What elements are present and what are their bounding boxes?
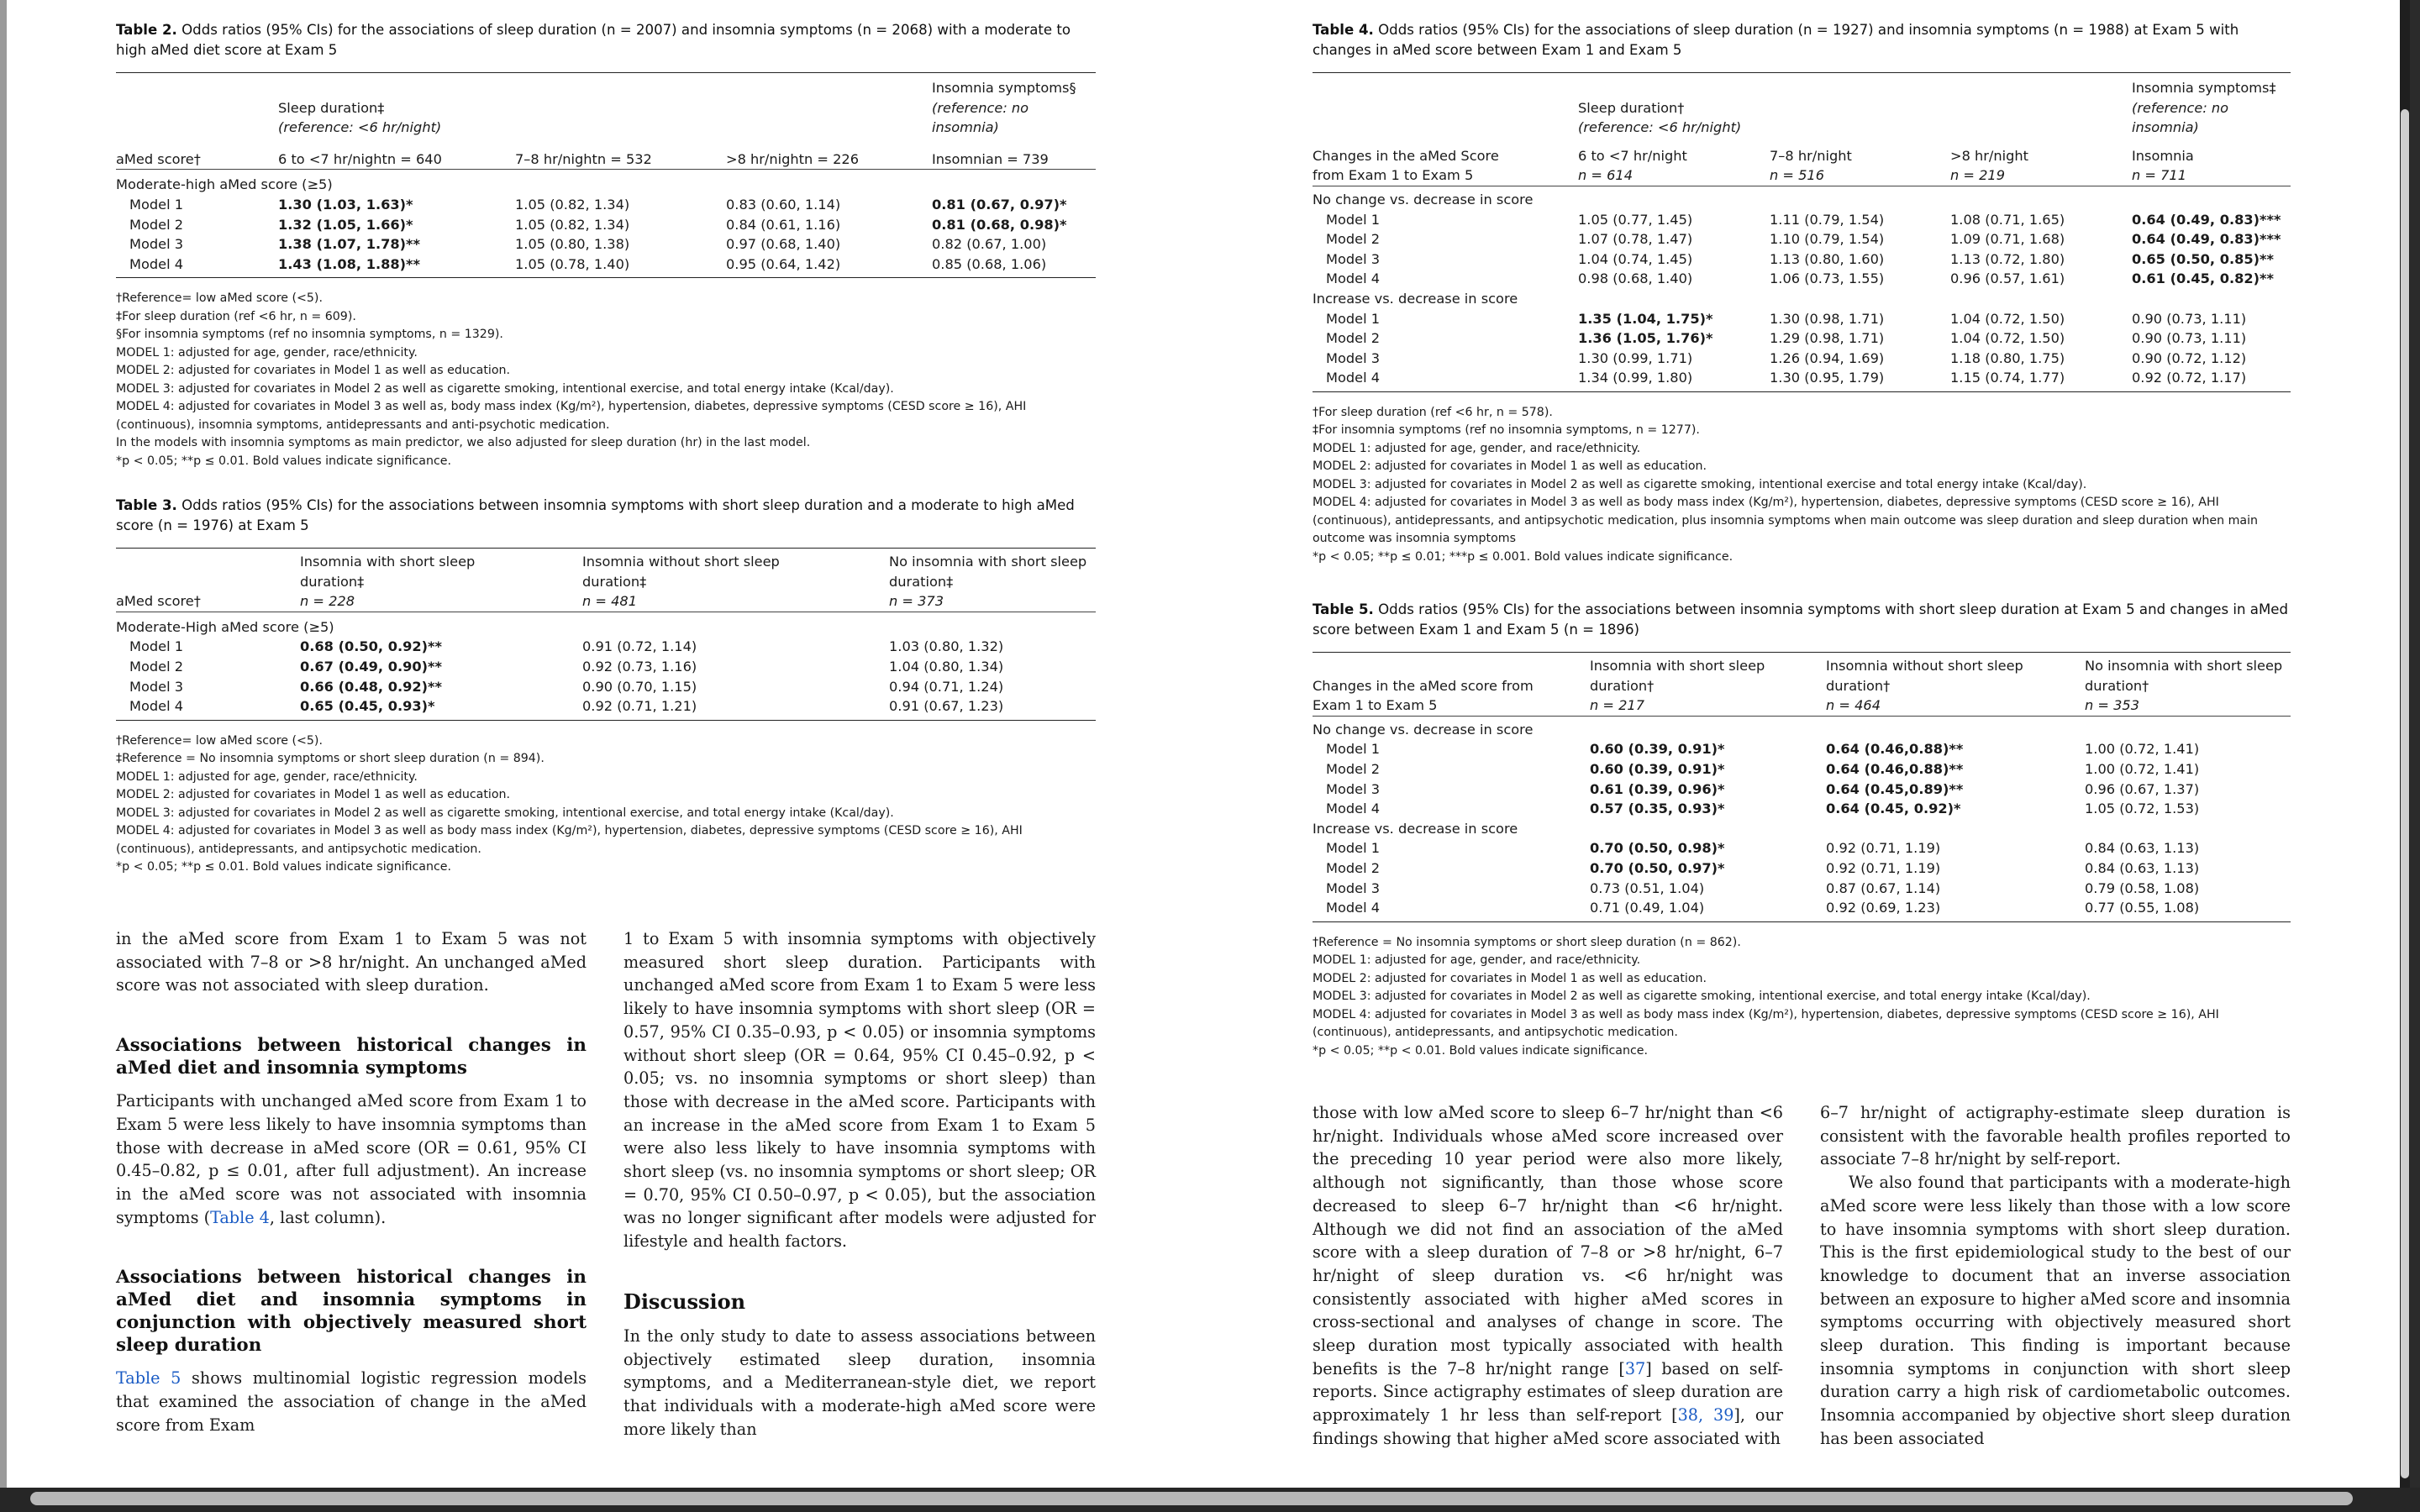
table-5-notes: †Reference = No insomnia symptoms or short sleep duration (n = 862). MODEL 1: adjusted for age, gender, and race/ethnicity. MODEL 2: adjusted for covariates in Model 1 as well as education. MODEL 3: adjusted for covariates in Model 2 as well as cigarette smoking, intentional exercise, and total energy intake (Kcal/day). MODEL 4: adjusted for covariates in Model 3 as well as body mass index (Kg/m²), hypertension, diabetes, depressive symptoms (CESD score ≥ 16), AHI (continuous), antidepressants, and antipsychotic medication. *p < 0.05; **p < 0.01. Bold values indicate significance. xyxy=(1313,935,2219,1058)
table-row: Model 2 1.36 (1.05, 1.76)* 1.29 (0.98, 1.71) 1.04 (0.72, 1.50) 0.90 (0.73, 1.11) xyxy=(1326,330,2247,347)
table-3-notes: †Reference= low aMed score (<5). ‡Reference = No insomnia symptoms or short sleep duration (n = 894). MODEL 1: adjusted for age, gender, race/ethnicity. MODEL 2: adjusted for covariates in Model 1 as well as education. MODEL 3: adjusted for covariates in Model 2 as well as cigarette smoking, intentional exercise, and total energy intake (Kcal/day). MODEL 4: adjusted for covariates in Model 3 as well as body mass index (Kg/m²), hypertension, diabetes, depressive symptoms (CESD score ≥ 16), AHI (continuous), antidepressants, and antipsychotic medication. *p < 0.05; **p ≤ 0.01. Bold values indicate significance. xyxy=(116,733,1023,874)
table-2-caption: Table 2. Odds ratios (95% CIs) for the associations of sleep duration (n = 2007) and insomnia symptoms (n = 2068) with a moderate to high aMed diet score at Exam 5 xyxy=(116,22,1071,58)
table-4-notes: †For sleep duration (ref <6 hr, n = 578). ‡For insomnia symptoms (ref no insomnia symptoms, n = 1277). MODEL 1: adjusted for age, gender, and race/ethnicity. MODEL 2: adjusted for covariates in Model 1 as well as education. MODEL 3: adjusted for covariates in Model 2 as well as cigarette smoking, intentional exercise and total energy intake (Kcal/day). MODEL 4: adjusted for covariates in Model 3 as well as body mass index (Kg/m²), hypertension, diabetes, depressive symptoms (CESD score ≥ 16), AHI (continuous), antidepressants, and antipsychotic medication, plus insomnia symptoms when main outcome was sleep duration and sleep duration when main outcome was insomnia symptoms *p < 0.05; **p ≤ 0.01; ***p ≤ 0.001. Bold values indicate significance. xyxy=(1313,405,2259,564)
table-4-col-header: Changes in the aMed Score from Exam 1 to Exam 5 xyxy=(1313,147,1499,184)
paragraph: in the aMed score from Exam 1 to Exam 5 was not associated with 7–8 or >8 hr/night. An unchanged aMed score was not associated with sleep duration. xyxy=(116,929,587,995)
right-page-text-col-2 xyxy=(1820,1101,2291,1451)
discussion-heading: Discussion xyxy=(623,1289,746,1314)
table-2 xyxy=(116,20,1096,470)
table-5-section: No change vs. decrease in score xyxy=(1313,721,1534,738)
table-row: Model 4 0.98 (0.68, 1.40) 1.06 (0.73, 1.55) 0.96 (0.57, 1.61) 0.61 (0.45, 0.82)** xyxy=(1326,270,2274,287)
table-2-group-sleep: Sleep duration‡ (reference: <6 hr/night) xyxy=(278,99,442,136)
table-row: Model 4 1.43 (1.08, 1.88)** 1.05 (0.78, 1.40) 0.95 (0.64, 1.42) 0.85 (0.68, 1.06) xyxy=(116,255,1096,278)
table-2-grid xyxy=(116,72,1096,278)
table-row: Model 2 0.60 (0.39, 0.91)* 0.64 (0.46,0.88)** 1.00 (0.72, 1.41) xyxy=(1326,760,2200,777)
reference-link[interactable]: 37 xyxy=(1624,1358,1646,1378)
table-row: Model 1 0.70 (0.50, 0.98)* 0.92 (0.71, 1.19) 0.84 (0.63, 1.13) xyxy=(1326,840,2200,857)
table-2-col-header: >8 hr/nightn = 226 xyxy=(726,150,860,167)
table-row: Model 1 0.68 (0.50, 0.92)** 0.91 (0.72, 1.14) 1.03 (0.80, 1.32) xyxy=(129,638,1004,655)
table-4-col-header: >8 hr/night n = 219 xyxy=(1950,147,2029,184)
paragraph: 1 to Exam 5 with insomnia symptoms with objectively measured short sleep duration. Participants with unchanged aMed score from Exam 1 to Exam 5 were less likely to have insomnia symptoms with short sleep (OR = 0.57, 95% CI 0.35–0.93, p < 0.05) or insomnia symptoms without short sleep (OR = 0.64, 95% CI 0.45–0.92, p < 0.05; vs. no insomnia symptoms or short sleep) than those with decrease in the aMed score. Participants with an increase in the aMed score from Exam 1 to Exam 5 were also less likely to have insomnia symptoms with short sleep (vs. no insomnia symptoms or short sleep; OR = 0.70, 95% CI 0.50–0.97, p < 0.05), but the association was no longer significant after models were adjusted for lifestyle and health factors. xyxy=(623,929,1096,1252)
paragraph: those with low aMed score to sleep 6–7 hr/night than <6 hr/night. Individuals whose aMed score increased over the preceding 10 year period were also more likely, although not significantly, than those whose score decreased to sleep 6–7 hr/night than <6 hr/night. Although we did not find an association of the aMed score with a sleep duration of 7–8 or >8 hr/night, 6–7 hr/night of sleep duration vs. <6 hr/night was consistently associated with higher aMed scores in cross-sectional and analyses of change in score. The sleep duration most typically associated with health benefits is the 7–8 hr/night range [37] based on self-reports. Since actigraphy estimates of sleep duration are approximately 1 hr less than self-report [38, 39], our findings showing that higher aMed score associated with xyxy=(1313,1103,1783,1448)
table-row: Model 1 1.30 (1.03, 1.63)* 1.05 (0.82, 1.34) 0.83 (0.60, 1.14) 0.81 (0.67, 0.97)* xyxy=(129,196,1067,213)
table-5-col-header: Insomnia with short sleep duration† n = 217 xyxy=(1590,658,1765,714)
table-3-section: Moderate-High aMed score (≥5) xyxy=(116,618,334,635)
right-page-text-col-1 xyxy=(1313,1101,1783,1451)
paragraph: We also found that participants with a moderate-high aMed score were less likely than those with a low score to have insomnia symptoms with short sleep duration. This is the first epidemiological study to the best of our knowledge to document that an inverse association between an exposure to higher aMed score and insomnia symptoms occurring with objectively measured short sleep duration. This finding is important because insomnia symptoms in conjunction with short sleep duration carry a high risk of cardiometabolic outcomes. Insomnia accompanied by objective short sleep duration has been associated xyxy=(1820,1173,2291,1448)
horizontal-scrollbar-thumb[interactable] xyxy=(30,1492,2353,1505)
horizontal-scrollbar[interactable] xyxy=(0,1488,2420,1512)
table-row: Model 3 1.38 (1.07, 1.78)** 1.05 (0.80, 1.38) 0.97 (0.68, 1.40) 0.82 (0.67, 1.00) xyxy=(129,236,1047,253)
table-2-notes: †Reference= low aMed score (<5). ‡For sleep duration (ref <6 hr, n = 609). §For insomnia symptoms (ref no insomnia symptoms, n = 1329). MODEL 1: adjusted for age, gender, race/ethnicity. MODEL 2: adjusted for covariates in Model 1 as well as education. MODEL 3: adjusted for covariates in Model 2 as well as cigarette smoking, intentional exercise, and total energy intake (Kcal/day). MODEL 4: adjusted for covariates in Model 3 as well as, body mass index (Kg/m²), hypertension, diabetes, depressive symptoms (CESD score ≥ 16), AHI (continuous), insomnia symptoms, antidepressants and anti-psychotic medication. In the models with insomnia symptoms as main predictor, we also adjusted for sleep duration (hr) in the last model. *p < 0.05; **p ≤ 0.01. Bold values indicate significance. xyxy=(116,291,1027,468)
table-row: Model 2 0.67 (0.49, 0.90)** 0.92 (0.73, 1.16) 1.04 (0.80, 1.34) xyxy=(129,658,1004,675)
table-5-section: Increase vs. decrease in score xyxy=(1313,820,1518,837)
table-row: Model 1 0.60 (0.39, 0.91)* 0.64 (0.46,0.88)** 1.00 (0.72, 1.41) xyxy=(1326,741,2200,758)
table-4-group-sleep: Sleep duration† (reference: <6 hr/night) xyxy=(1578,99,1742,136)
table-4-col-header: 7–8 hr/night n = 516 xyxy=(1770,147,1852,184)
table-row: Model 4 1.34 (0.99, 1.80) 1.30 (0.95, 1.79) 1.15 (0.74, 1.77) 0.92 (0.72, 1.17) xyxy=(1313,368,2291,391)
paragraph: In the only study to date to assess associations between objectively estimated sleep duration, insomnia symptoms, and a Mediterranean-style diet, we report that individuals with a moderate-high aMed score were more likely than xyxy=(623,1326,1096,1439)
table-4-grid xyxy=(1313,72,2291,392)
paragraph: 6–7 hr/night of actigraphy-estimate sleep duration is consistent with the favorable health profiles reported to associate 7–8 hr/night by self-report. xyxy=(1820,1103,2291,1169)
table-4-link[interactable]: Table 4 xyxy=(210,1207,270,1227)
table-5-col-header: Changes in the aMed score from Exam 1 to Exam 5 xyxy=(1313,677,1534,714)
table-3-col-header: Insomnia without short sleep duration‡ n = 481 xyxy=(582,554,780,610)
table-row: Model 3 0.61 (0.39, 0.96)* 0.64 (0.45,0.89)** 0.96 (0.67, 1.37) xyxy=(1326,780,2200,797)
table-4-col-header: 6 to <7 hr/night n = 614 xyxy=(1578,147,1687,184)
table-row: Model 4 0.57 (0.35, 0.93)* 0.64 (0.45, 0.92)* 1.05 (0.72, 1.53) xyxy=(1326,801,2200,817)
page-edge xyxy=(0,0,7,1488)
vertical-scrollbar[interactable] xyxy=(2400,0,2410,1488)
table-3-col-header: Insomnia with short sleep duration‡ n = 228 xyxy=(300,554,476,610)
table-3-col-header: No insomnia with short sleep duration‡ n = 373 xyxy=(889,554,1087,610)
reference-link[interactable]: 38, 39 xyxy=(1677,1405,1734,1425)
table-5-col-header: Insomnia without short sleep duration† n = 464 xyxy=(1826,658,2023,714)
table-row: Model 2 0.70 (0.50, 0.97)* 0.92 (0.71, 1.19) 0.84 (0.63, 1.13) xyxy=(1326,859,2200,876)
vertical-scrollbar-thumb[interactable] xyxy=(2401,109,2409,1478)
table-3-caption: Table 3. Odds ratios (95% CIs) for the associations between insomnia symptoms with short sleep duration and a moderate to high aMed score (n = 1976) at Exam 5 xyxy=(116,497,1075,533)
left-page-text-col-1 xyxy=(116,927,587,1436)
table-3-grid xyxy=(116,548,1096,721)
table-4-caption: Table 4. Odds ratios (95% CIs) for the associations of sleep duration (n = 1927) and insomnia symptoms (n = 1988) at Exam 5 with changes in aMed score between Exam 1 and Exam 5 xyxy=(1313,22,2239,58)
table-5-col-header: No insomnia with short sleep duration† n = 353 xyxy=(2085,658,2283,714)
table-row: Model 3 1.04 (0.74, 1.45) 1.13 (0.80, 1.60) 1.13 (0.72, 1.80) 0.65 (0.50, 0.85)** xyxy=(1326,250,2274,267)
table-row: Model 3 0.73 (0.51, 1.04) 0.87 (0.67, 1.14) 0.79 (0.58, 1.08) xyxy=(1326,879,2200,896)
table-2-col-header: Insomnian = 739 xyxy=(932,150,1049,167)
table-3-col-header: aMed score† xyxy=(116,593,201,610)
table-2-col-header: 7–8 hr/nightn = 532 xyxy=(515,150,652,167)
paragraph: Table 5 shows multinomial logistic regression models that examined the association of change in the aMed score from Exam xyxy=(116,1368,587,1435)
table-4 xyxy=(1313,20,2291,566)
table-row: Model 1 1.35 (1.04, 1.75)* 1.30 (0.98, 1.71) 1.04 (0.72, 1.50) 0.90 (0.73, 1.11) xyxy=(1326,310,2247,327)
table-5-grid xyxy=(1313,652,2291,922)
table-5 xyxy=(1313,600,2291,1060)
table-4-section: Increase vs. decrease in score xyxy=(1313,290,1518,307)
section-heading: Associations between historical changes in aMed diet and insomnia symptoms xyxy=(116,1035,587,1079)
table-row: Model 4 0.71 (0.49, 1.04) 0.92 (0.69, 1.23) 0.77 (0.55, 1.08) xyxy=(1313,898,2291,921)
table-3 xyxy=(116,496,1096,877)
table-2-col-header: 6 to <7 hr/nightn = 640 xyxy=(278,150,442,167)
table-5-caption: Table 5. Odds ratios (95% CIs) for the associations between insomnia symptoms with short sleep duration at Exam 5 and changes in aMed score between Exam 1 and Exam 5 (n = 1896) xyxy=(1313,601,2289,638)
table-5-link[interactable]: Table 5 xyxy=(116,1368,182,1389)
table-2-col-header: aMed score† xyxy=(116,150,201,167)
left-page-text-col-2 xyxy=(623,927,1096,1441)
table-2-section: Moderate-high aMed score (≥5) xyxy=(116,176,333,193)
section-heading: Associations between historical changes in aMed diet and insomnia symptoms in conjunction with objectively measured short sleep duration xyxy=(116,1267,587,1357)
table-row: Model 2 1.07 (0.78, 1.47) 1.10 (0.79, 1.54) 1.09 (0.71, 1.68) 0.64 (0.49, 0.83)*** xyxy=(1326,231,2281,248)
table-row: Model 2 1.32 (1.05, 1.66)* 1.05 (0.82, 1.34) 0.84 (0.61, 1.16) 0.81 (0.68, 0.98)* xyxy=(129,216,1067,233)
table-4-section: No change vs. decrease in score xyxy=(1313,191,1534,207)
table-row: Model 3 1.30 (0.99, 1.71) 1.26 (0.94, 1.69) 1.18 (0.80, 1.75) 0.90 (0.72, 1.12) xyxy=(1326,349,2247,366)
table-4-group-insomnia: Insomnia symptoms‡ (reference: no insomnia) xyxy=(2132,80,2276,136)
table-row: Model 4 0.65 (0.45, 0.93)* 0.92 (0.71, 1.21) 0.91 (0.67, 1.23) xyxy=(116,696,1096,720)
table-4-col-header: Insomnia n = 711 xyxy=(2132,147,2194,184)
table-row: Model 3 0.66 (0.48, 0.92)** 0.90 (0.70, 1.15) 0.94 (0.71, 1.24) xyxy=(129,678,1004,695)
table-2-group-insomnia: Insomnia symptoms§ (reference: no insomnia) xyxy=(932,80,1076,136)
table-row: Model 1 1.05 (0.77, 1.45) 1.11 (0.79, 1.54) 1.08 (0.71, 1.65) 0.64 (0.49, 0.83)*** xyxy=(1326,211,2281,228)
paragraph: Participants with unchanged aMed score from Exam 1 to Exam 5 were less likely to have insomnia symptoms than those with decrease in aMed score (OR = 0.61, 95% CI 0.45–0.82, p ≤ 0.01, after full adjustment). An increase in the aMed score was not associated with insomnia symptoms (Table 4, last column). xyxy=(116,1091,587,1227)
